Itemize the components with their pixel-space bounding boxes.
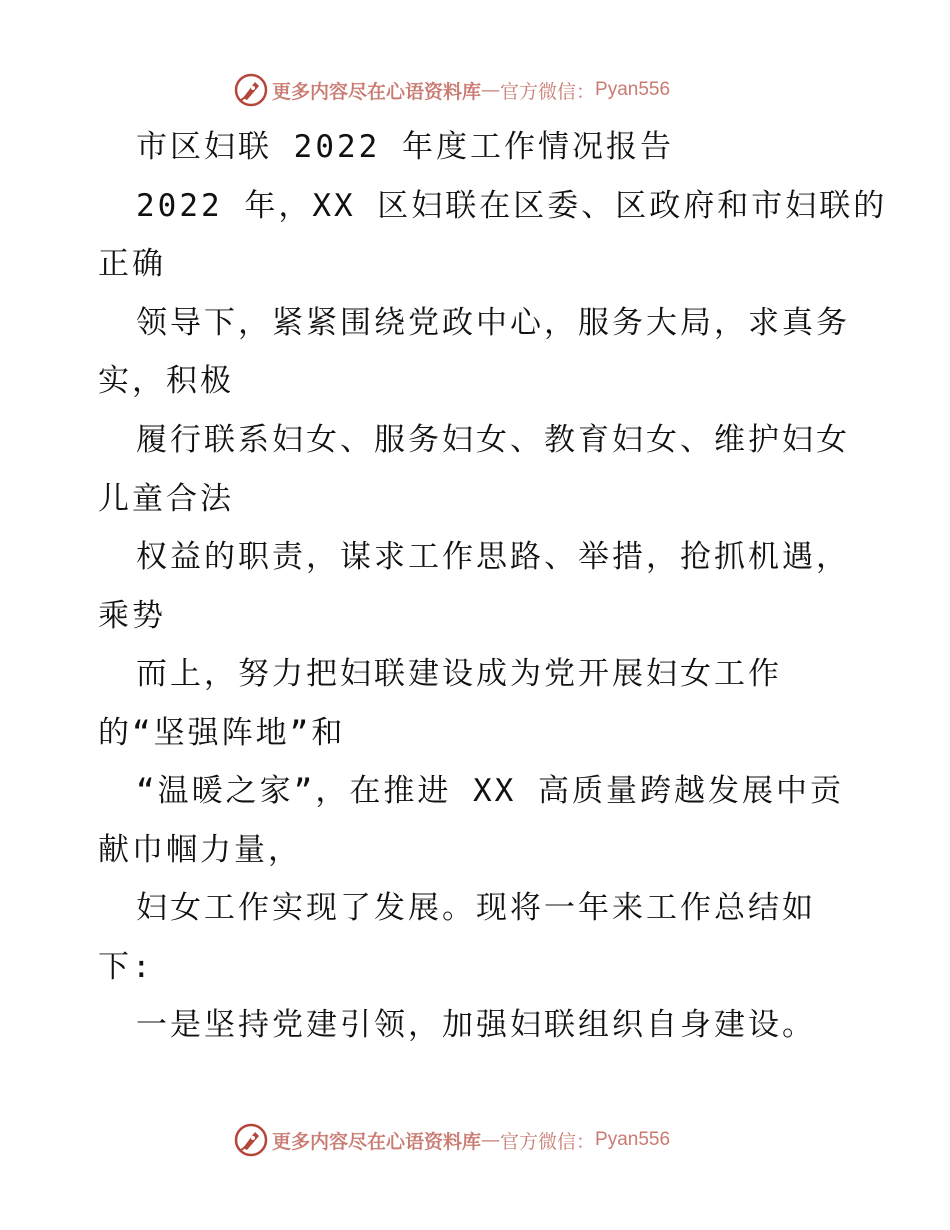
header-watermark [234,70,670,110]
paragraph-line: 实，积极 [98,363,234,399]
paragraph-line: 履行联系妇女、服务妇女、教育妇女、维护妇女 [136,422,850,458]
paragraph-line: 领导下，紧紧围绕党政中心，服务大局，求真务 [136,305,850,341]
paragraph-line: 正确 [98,246,166,282]
paragraph-line: “温暖之家”，在推进 XX 高质量跨越发展中贡 [136,773,844,809]
paragraph-line: 下: [98,949,154,985]
paragraph-line: 献巾帼力量， [98,832,302,868]
paragraph-line: 而上，努力把妇联建设成为党开展妇女工作 [136,656,782,692]
pen-nib-logo-icon [234,1123,268,1157]
watermark-separator: — [481,1129,501,1151]
watermark-main-text: 更多内容尽在心语资料库 [272,80,482,103]
document-title: 市区妇联 2022 年度工作情况报告 [136,129,674,165]
paragraph-line: 妇女工作实现了发展。现将一年来工作总结如 [136,890,816,926]
pen-nib-logo-icon [234,73,268,107]
paragraph-line: 乘势 [98,598,166,634]
watermark-sub-text: 官方微信： [500,1130,596,1153]
footer-watermark [234,1120,670,1160]
paragraph-line: 儿童合法 [98,481,234,517]
watermark-account-id: Pyan556 [595,1129,671,1150]
paragraph-line: 2022 年，XX 区妇联在区委、区政府和市妇联的 [136,188,888,224]
watermark-sub-text: 官方微信： [500,80,596,103]
watermark-account-id: Pyan556 [595,79,671,100]
paragraph-line: 的“坚强阵地”和 [98,715,346,751]
watermark-separator: — [481,79,501,101]
paragraph-line: 一是坚持党建引领，加强妇联组织自身建设。 [136,1007,816,1043]
watermark-main-text: 更多内容尽在心语资料库 [272,1130,482,1153]
paragraph-line: 权益的职责，谋求工作思路、举措，抢抓机遇， [136,539,850,575]
